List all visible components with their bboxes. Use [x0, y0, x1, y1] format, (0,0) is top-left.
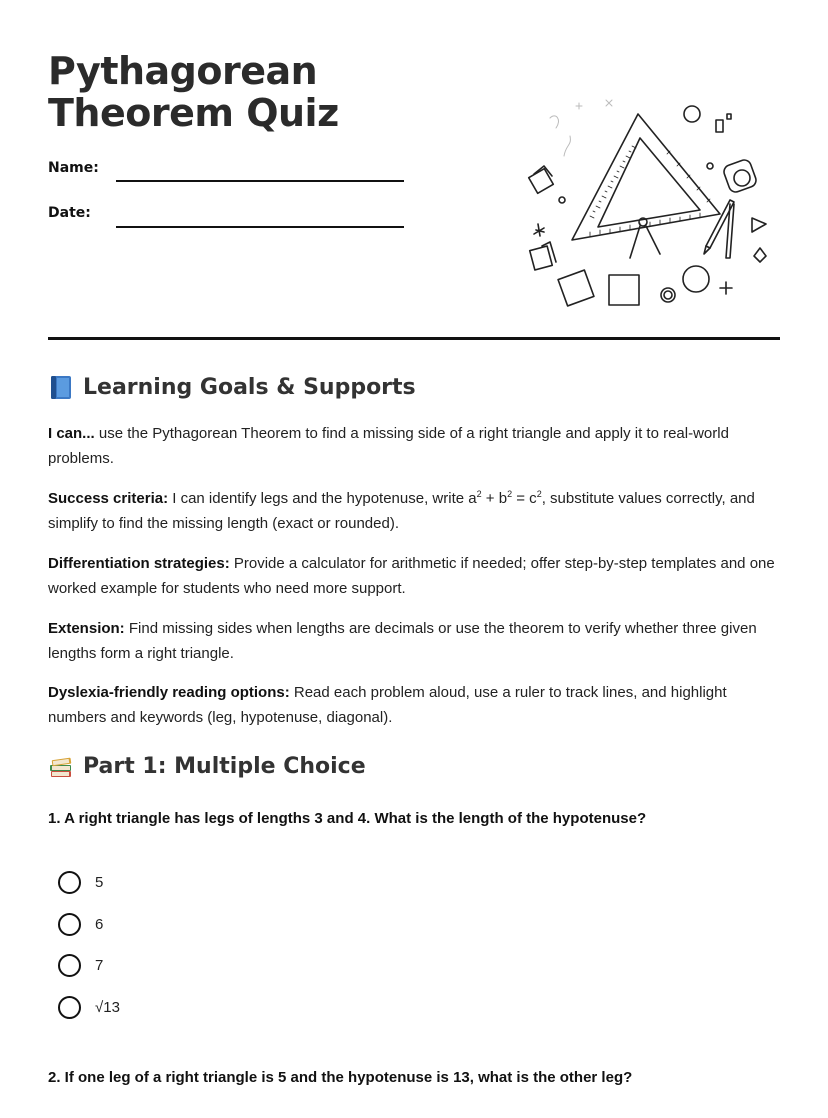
question-1: 1. A right triangle has legs of lengths 3 and 4. What is the length of the hypotenuse? [48, 810, 647, 827]
differentiation-paragraph [48, 552, 783, 601]
radio-button[interactable] [58, 996, 81, 1019]
blue-book-icon [48, 374, 74, 400]
dyslexia-text: Read each problem aloud, use a ruler to track lines, and highlight numbers and keywords (leg, hypotenuse, diagonal). [48, 684, 727, 726]
q1-option-1[interactable] [58, 870, 103, 894]
radio-button[interactable] [58, 871, 81, 894]
radio-button[interactable] [58, 954, 81, 977]
header-divider [48, 337, 780, 340]
differentiation-text: Provide a calculator for arithmetic if needed; offer step-by-step templates and one worked example for students who need more support. [48, 555, 775, 597]
extension-label: Extension: [48, 620, 125, 637]
success-criteria-text-a: I can identify legs and the hypotenuse, write a [168, 490, 477, 507]
name-field-line[interactable] [116, 180, 404, 182]
date-label: Date: [48, 205, 91, 221]
date-field-line[interactable] [116, 226, 404, 228]
part1-heading-text: Part 1: Multiple Choice [83, 753, 366, 779]
question-2: 2. If one leg of a right triangle is 5 and the hypotenuse is 13, what is the other leg? [48, 1069, 633, 1086]
triangle-ruler-icon [572, 114, 720, 240]
q1-option-4[interactable] [58, 995, 120, 1019]
play-triangle-icon [752, 218, 766, 232]
pencil-icon [704, 200, 734, 258]
square-shape-icon [558, 270, 594, 306]
name-label: Name: [48, 160, 99, 176]
option-label: √13 [95, 998, 120, 1016]
i-can-paragraph [48, 422, 783, 471]
differentiation-label: Differentiation strategies: [48, 555, 230, 572]
circle-shape-icon [683, 266, 709, 292]
extension-paragraph [48, 617, 783, 666]
option-label: 6 [95, 915, 104, 933]
i-can-label: I can... [48, 425, 95, 442]
q1-option-3[interactable] [58, 953, 103, 977]
success-criteria-text-d: , substitute values correctly, and simplify to find the missing length (exact or rounded). [48, 490, 755, 532]
i-can-text: use the Pythagorean Theorem to find a missing side of a right triangle and apply it to real-world problems. [48, 425, 729, 467]
q1-option-2[interactable] [58, 912, 103, 936]
part1-heading [48, 753, 366, 779]
success-criteria-label: Success criteria: [48, 490, 169, 507]
learning-goals-heading-text: Learning Goals & Supports [83, 374, 416, 400]
geometry-tools-illustration [520, 96, 780, 316]
page-title: Pythagorean Theorem Quiz [48, 49, 339, 135]
dyslexia-paragraph [48, 681, 783, 730]
dyslexia-label: Dyslexia-friendly reading options: [48, 684, 290, 701]
learning-goals-heading [48, 374, 416, 400]
exponent-c: 2 [536, 489, 542, 499]
success-criteria-text-b: + b [481, 490, 508, 507]
exponent-a: 2 [476, 489, 482, 499]
compass-icon [630, 218, 660, 258]
success-criteria-text-c: = c [512, 490, 537, 507]
option-label: 5 [95, 873, 104, 891]
success-criteria-paragraph [48, 487, 783, 536]
exponent-b: 2 [507, 489, 513, 499]
books-stack-icon [48, 753, 74, 779]
option-label: 7 [95, 956, 104, 974]
radio-button[interactable] [58, 913, 81, 936]
extension-text: Find missing sides when lengths are decimals or use the theorem to verify whether three given lengths form a right triangle. [48, 620, 757, 662]
